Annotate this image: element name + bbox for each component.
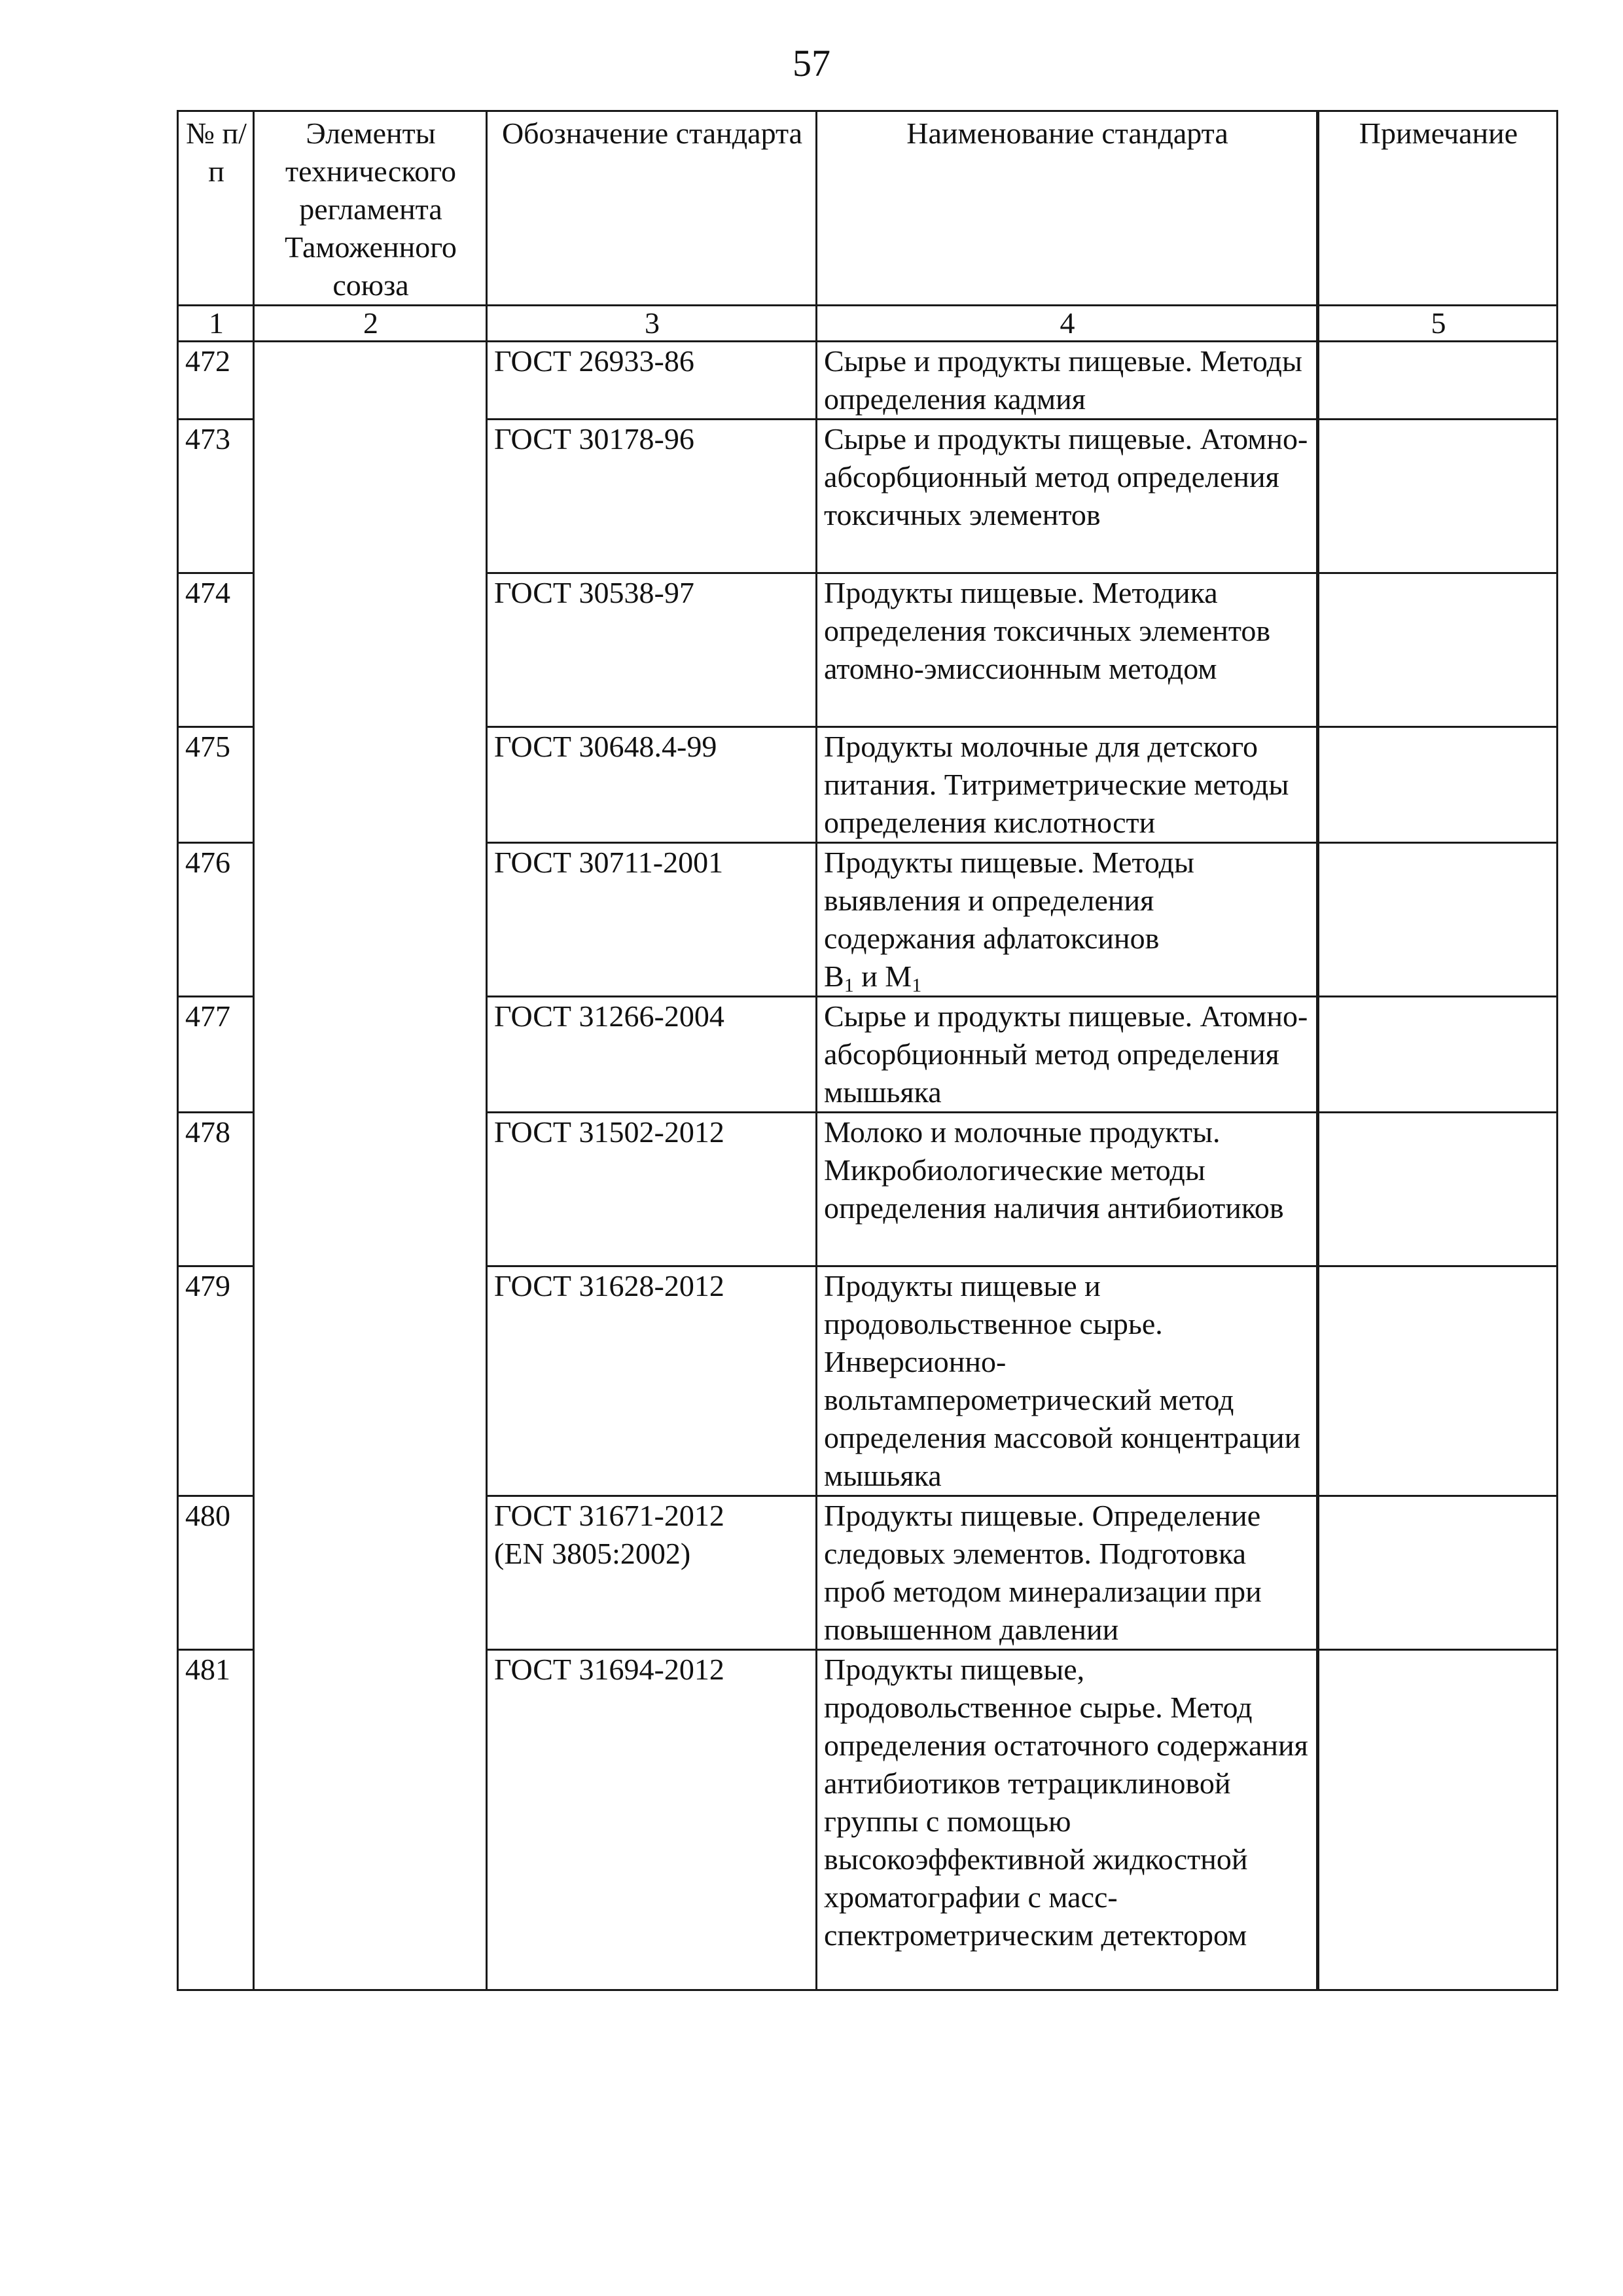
standard-code-extra: (EN 3805:2002) <box>494 1537 691 1570</box>
standard-name-cell <box>817 843 1318 997</box>
row-number: 479 <box>178 1266 254 1496</box>
standard-note <box>1318 1650 1558 1990</box>
column-numbers-row <box>178 306 1558 342</box>
toxin-b: B <box>824 960 844 993</box>
column-number: 3 <box>487 306 817 342</box>
standard-name: Сырье и продукты пищевые. Методы определения кадмия <box>817 342 1318 420</box>
standard-note <box>1318 997 1558 1113</box>
standard-code: ГОСТ 31694-2012 <box>487 1650 817 1990</box>
row-number: 476 <box>178 843 254 997</box>
column-number: 5 <box>1318 306 1558 342</box>
standard-code: ГОСТ 31628-2012 <box>487 1266 817 1496</box>
standard-note <box>1318 727 1558 843</box>
standards-table <box>177 110 1558 1991</box>
standard-note <box>1318 342 1558 420</box>
column-number: 1 <box>178 306 254 342</box>
toxin-b-subscript: 1 <box>844 975 854 996</box>
table-row <box>178 342 1558 420</box>
standard-note <box>1318 1496 1558 1650</box>
toxin-and-m: и M <box>853 960 912 993</box>
standard-note <box>1318 843 1558 997</box>
regulation-elements-cell <box>254 342 487 1990</box>
standard-code: ГОСТ 30711-2001 <box>487 843 817 997</box>
row-number: 480 <box>178 1496 254 1650</box>
header-name: Наименование стандарта <box>817 111 1318 306</box>
standard-name: Сырье и продукты пищевые. Атомно-абсорбционный метод определения токсичных элементов <box>817 420 1318 573</box>
standard-note <box>1318 1266 1558 1496</box>
standard-name: Продукты пищевые и продовольственное сырье. Инверсионно-вольтамперометрический метод определения массовой концентрации мышьяка <box>817 1266 1318 1496</box>
standard-name: Продукты пищевые. Методика определения токсичных элементов атомно-эмиссионным методом <box>817 573 1318 727</box>
standard-code: ГОСТ 30178-96 <box>487 420 817 573</box>
standard-code: ГОСТ 31266-2004 <box>487 997 817 1113</box>
row-number: 478 <box>178 1113 254 1266</box>
standard-name: Продукты пищевые. Методы выявления и определения содержания афлатоксинов <box>824 846 1194 955</box>
row-number: 474 <box>178 573 254 727</box>
header-elements: Элементы технического регламента Таможенного союза <box>254 111 487 306</box>
header-note: Примечание <box>1318 111 1558 306</box>
standard-code: ГОСТ 26933-86 <box>487 342 817 420</box>
standard-name: Продукты молочные для детского питания. Титриметрические методы определения кислотности <box>817 727 1318 843</box>
standard-note <box>1318 1113 1558 1266</box>
standard-name: Сырье и продукты пищевые. Атомно-абсорбционный метод определения мышьяка <box>817 997 1318 1113</box>
standard-name: Продукты пищевые. Определение следовых элементов. Подготовка проб методом минерализации при повышенном давлении <box>817 1496 1318 1650</box>
standard-code-cell <box>487 1496 817 1650</box>
standard-note <box>1318 420 1558 573</box>
row-number: 472 <box>178 342 254 420</box>
toxin-m-subscript: 1 <box>912 975 922 996</box>
table-header-row <box>178 111 1558 306</box>
header-number: № п/п <box>178 111 254 306</box>
standard-code: ГОСТ 31671-2012 <box>494 1499 724 1532</box>
row-number: 481 <box>178 1650 254 1990</box>
standard-name: Продукты пищевые, продовольственное сырье. Метод определения остаточного содержания антибиотиков тетрациклиновой группы с помощью высокоэффективной жидкостной хроматографии с масс-спектрометрическим детектором <box>817 1650 1318 1990</box>
standard-code: ГОСТ 31502-2012 <box>487 1113 817 1266</box>
column-number: 4 <box>817 306 1318 342</box>
row-number: 477 <box>178 997 254 1113</box>
row-number: 473 <box>178 420 254 573</box>
page-number: 57 <box>793 42 830 84</box>
standard-code: ГОСТ 30538-97 <box>487 573 817 727</box>
header-designation: Обозначение стандарта <box>487 111 817 306</box>
standard-name: Молоко и молочные продукты. Микробиологические методы определения наличия антибиотиков <box>817 1113 1318 1266</box>
row-number: 475 <box>178 727 254 843</box>
standard-code: ГОСТ 30648.4-99 <box>487 727 817 843</box>
standard-note <box>1318 573 1558 727</box>
column-number: 2 <box>254 306 487 342</box>
